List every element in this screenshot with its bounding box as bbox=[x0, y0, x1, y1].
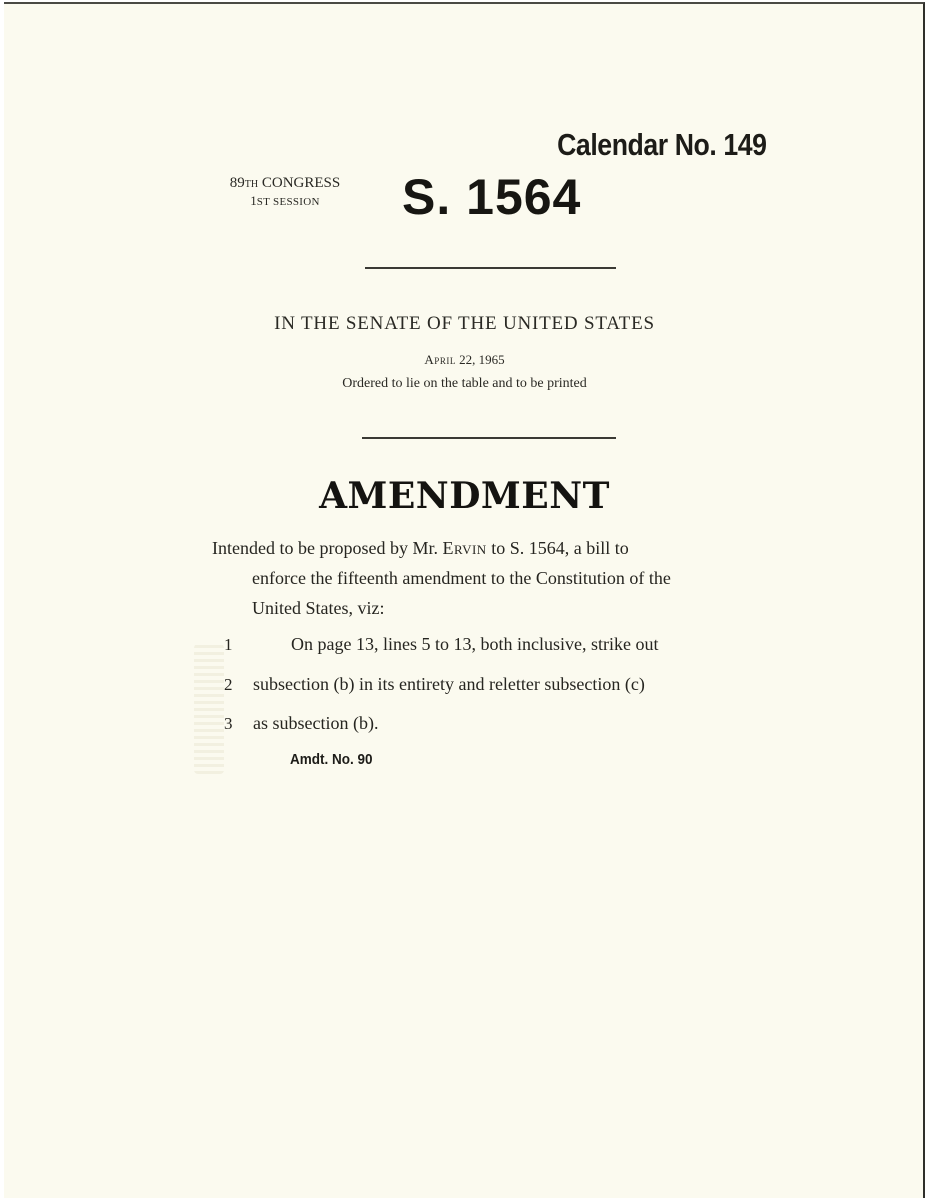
line-number-3: 3 bbox=[224, 714, 233, 733]
intro-text-a: Intended to be proposed by Mr. bbox=[212, 538, 443, 558]
congress-ordinal-suffix: TH bbox=[244, 179, 259, 190]
congress-session-block bbox=[200, 175, 370, 210]
faded-stamp-mark bbox=[194, 644, 224, 774]
calendar-number: Calendar No. 149 bbox=[557, 127, 767, 162]
session-line bbox=[200, 193, 370, 210]
amendment-line-2: subsection (b) in its entirety and reletter subsection (c) bbox=[253, 674, 645, 694]
date-line bbox=[0, 352, 929, 368]
congress-line bbox=[200, 175, 370, 193]
session-ordinal-suffix: ST bbox=[256, 196, 270, 208]
intro-line-1 bbox=[212, 533, 764, 563]
ordered-line: Ordered to lie on the table and to be printed bbox=[342, 376, 587, 391]
congress-number: 89 bbox=[229, 175, 245, 191]
date-month: April bbox=[424, 352, 456, 367]
date-day-year: 22, 1965 bbox=[455, 352, 505, 367]
senate-heading: IN THE SENATE OF THE UNITED STATES bbox=[274, 313, 655, 334]
amendment-line-1: On page 13, lines 5 to 13, both inclusive, strike out bbox=[291, 634, 659, 654]
senator-name: Ervin bbox=[442, 538, 487, 558]
session-word: SESSION bbox=[269, 196, 320, 208]
bill-number: S. 1564 bbox=[402, 169, 582, 225]
intro-line-3: United States, viz: bbox=[252, 598, 385, 618]
amendment-line-3: as subsection (b). bbox=[253, 713, 379, 733]
intro-text-b: to S. 1564, a bill to bbox=[486, 538, 629, 558]
divider-rule-bottom bbox=[362, 437, 616, 439]
amendment-title: AMENDMENT bbox=[319, 475, 610, 517]
congress-word: CONGRESS bbox=[258, 175, 341, 191]
session-number: 1 bbox=[250, 193, 257, 208]
amendment-number: Amdt. No. 90 bbox=[290, 751, 373, 768]
intro-line-2: enforce the fifteenth amendment to the Constitution of the bbox=[252, 568, 671, 588]
divider-rule-top bbox=[365, 267, 616, 269]
amendment-intro bbox=[212, 533, 764, 623]
line-number-1: 1 bbox=[224, 635, 233, 654]
line-number-2: 2 bbox=[224, 675, 233, 694]
